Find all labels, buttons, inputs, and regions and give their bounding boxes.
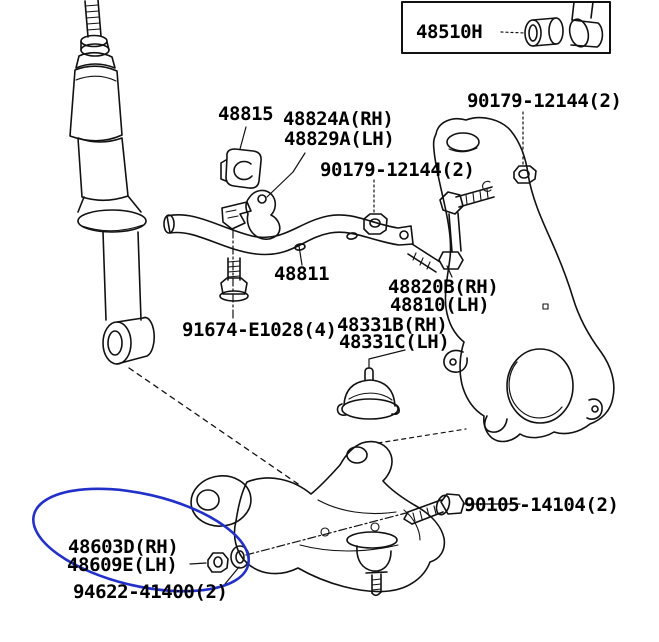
- part-label-94622[interactable]: 94622-41400(2): [73, 581, 228, 603]
- stabilizer-bushing-drawing: [221, 149, 261, 188]
- bump-stop-drawing: [338, 368, 400, 419]
- part-label-48609E[interactable]: 48609E(LH): [67, 554, 178, 576]
- part-label-48824A[interactable]: 48824A(RH): [283, 108, 394, 130]
- part-label-48331B[interactable]: 48331B(RH): [337, 314, 448, 336]
- part-label-90179-top[interactable]: 90179-12144(2): [467, 90, 622, 112]
- flange-nut-mid-drawing: [364, 180, 387, 234]
- part-label-48810[interactable]: 48810(LH): [390, 294, 490, 316]
- stabilizer-end-link-drawing: [408, 187, 494, 272]
- arm-nut-drawing: [208, 553, 228, 572]
- part-label-48510H[interactable]: 48510H: [416, 21, 483, 43]
- part-label-48820B[interactable]: 48820B(RH): [388, 276, 499, 298]
- flange-nut-top-drawing: [514, 112, 536, 183]
- part-label-48603D[interactable]: 48603D(RH): [68, 536, 179, 558]
- part-label-48815[interactable]: 48815: [218, 103, 274, 125]
- part-label-48811[interactable]: 48811: [274, 263, 330, 285]
- part-label-91674[interactable]: 91674-E1028(4): [182, 319, 337, 341]
- ball-joint-drawing: [347, 532, 397, 595]
- part-label-90179-mid[interactable]: 90179-12144(2): [320, 159, 475, 181]
- stabilizer-bracket-drawing: [222, 190, 280, 239]
- bushing-small-drawing: [525, 18, 563, 46]
- bushing-arm-end-drawing: [567, 2, 603, 49]
- shock-absorber-drawing: [70, 0, 301, 486]
- part-label-48829A[interactable]: 48829A(LH): [284, 128, 395, 150]
- part-label-90105[interactable]: 90105-14104(2): [464, 494, 619, 516]
- mount-bolt-drawing: [220, 230, 248, 320]
- part-label-48331C[interactable]: 48331C(LH): [339, 331, 450, 353]
